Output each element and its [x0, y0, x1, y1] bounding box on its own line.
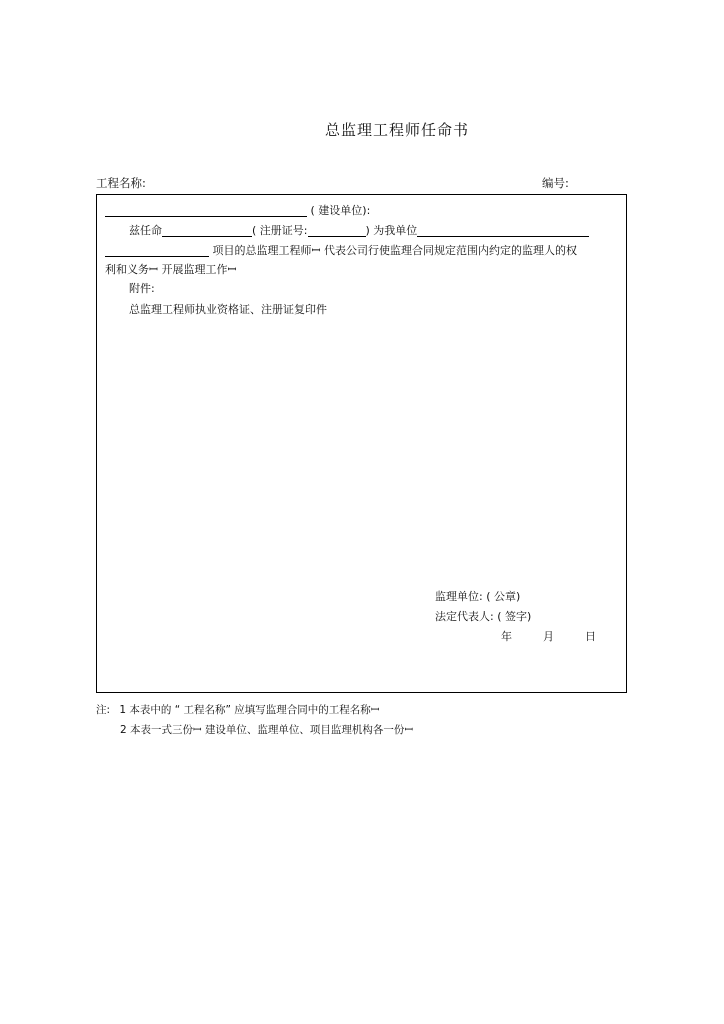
separator-mark: ꟷ: [311, 244, 321, 257]
note-1-text: 1 本表中的 “ 工程名称” 应填写监理合同中的工程名称: [119, 704, 371, 716]
notes-prefix: 注:: [96, 704, 111, 716]
represent-text: 代表公司行使监理合同规定范围内约定的监理人的权: [323, 244, 577, 257]
rights-line: [105, 262, 236, 278]
project-blank: [105, 244, 209, 257]
client-blank: [105, 204, 307, 217]
legal-rep-label: 法定代表人: ( 签字): [435, 610, 532, 623]
attachment-label: 附件:: [129, 282, 155, 295]
appoint-prefix: 兹任命: [129, 224, 162, 237]
appoint-line: [129, 223, 589, 239]
work-text: 开展监理工作: [161, 263, 228, 276]
reg-number-blank: [308, 224, 366, 237]
reg-prefix: ( 注册证号:: [252, 224, 308, 237]
client-suffix: ( 建设单位):: [310, 204, 371, 217]
note-2: [120, 722, 413, 737]
period-mark: ꟷ: [227, 263, 237, 276]
note-2-rest: 建设单位、监理单位、项目监理机构各一份: [204, 724, 405, 736]
note-2-end: ꟷ: [404, 724, 413, 736]
supervision-unit-label: 监理单位: ( 公章): [435, 590, 521, 603]
note-2-text: 2 本表一式三份: [120, 724, 194, 736]
attachment-item: 总监理工程师执业资格证、注册证复印件: [129, 303, 327, 316]
appointment-form-box: [96, 194, 627, 693]
month-label: 月: [543, 630, 554, 643]
year-label: 年: [501, 630, 512, 643]
page-title: 总监理工程师任命书: [324, 121, 469, 139]
day-label: 日: [585, 630, 596, 643]
unit-blank: [417, 224, 589, 237]
project-role-text: 项目的总监理工程师: [212, 244, 312, 257]
reg-suffix: ) 为我单位: [365, 224, 418, 237]
appointee-blank: [162, 224, 252, 237]
role-line: [105, 243, 577, 259]
note-1: [96, 702, 379, 717]
client-line: [105, 203, 370, 219]
note-2-sep: ꟷ: [193, 724, 202, 736]
project-name-label: 工程名称:: [96, 176, 146, 190]
note-1-end: ꟷ: [370, 704, 380, 716]
number-label: 编号:: [542, 176, 569, 190]
rights-text: 利和义务: [105, 263, 149, 276]
separator-mark-2: ꟷ: [149, 263, 158, 276]
